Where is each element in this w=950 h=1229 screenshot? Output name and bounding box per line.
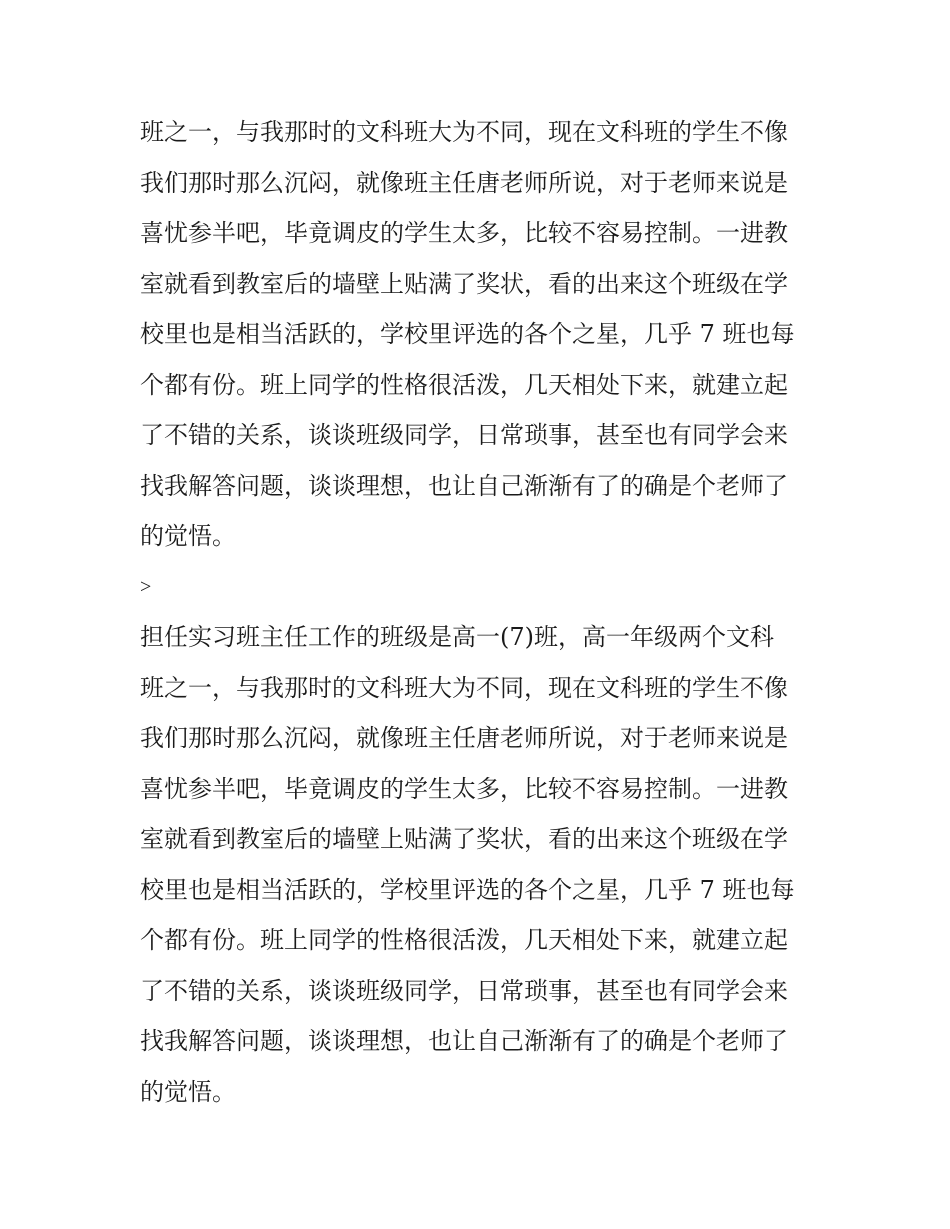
text-line: 找我解答问题，谈谈理想，也让自己渐渐有了的确是个老师了 (140, 471, 788, 500)
paragraph-1 (140, 107, 840, 562)
text-line: 喜忧参半吧，毕竟调皮的学生太多，比较不容易控制。一进教 (140, 219, 788, 247)
text-line: 找我解答问题，谈谈理想，也让自己渐渐有了的确是个老师了 (140, 1027, 788, 1055)
text-line: 校里也是相当活跃的，学校里评选的各个之星，几乎 7 班也每 (140, 875, 795, 904)
text-line: 班之一，与我那时的文科班大为不同，现在文科班的学生不像 (140, 673, 788, 702)
paragraph-2 (140, 612, 840, 1117)
text-line: 室就看到教室后的墙壁上贴满了奖状，看的出来这个班级在学 (140, 269, 788, 298)
text-line: 我们那时那么沉闷，就像班主任唐老师所说，对于老师来说是 (140, 724, 788, 752)
text-line: 的觉悟。 (140, 522, 236, 550)
text-line: 了不错的关系，谈谈班级同学，日常琐事，甚至也有同学会来 (140, 421, 788, 449)
text-line: 喜忧参半吧，毕竟调皮的学生太多，比较不容易控制。一进教 (140, 774, 788, 803)
text-line: 担任实习班主任工作的班级是高一(7)班，高一年级两个文科 (140, 623, 774, 651)
text-line: 班之一，与我那时的文科班大为不同，现在文科班的学生不像 (140, 118, 788, 146)
text-line: 个都有份。班上同学的性格很活泼，几天相处下来，就建立起 (140, 926, 788, 954)
separator-marker: > (140, 575, 152, 598)
text-line: 个都有份。班上同学的性格很活泼，几天相处下来，就建立起 (140, 370, 788, 399)
document-body (140, 107, 840, 1117)
text-line: 我们那时那么沉闷，就像班主任唐老师所说，对于老师来说是 (140, 168, 788, 197)
text-line: 室就看到教室后的墙壁上贴满了奖状，看的出来这个班级在学 (140, 825, 788, 853)
text-line: 的觉悟。 (140, 1077, 236, 1106)
text-line: 校里也是相当活跃的，学校里评选的各个之星，几乎 7 班也每 (140, 320, 795, 348)
text-line: 了不错的关系，谈谈班级同学，日常琐事，甚至也有同学会来 (140, 976, 788, 1005)
